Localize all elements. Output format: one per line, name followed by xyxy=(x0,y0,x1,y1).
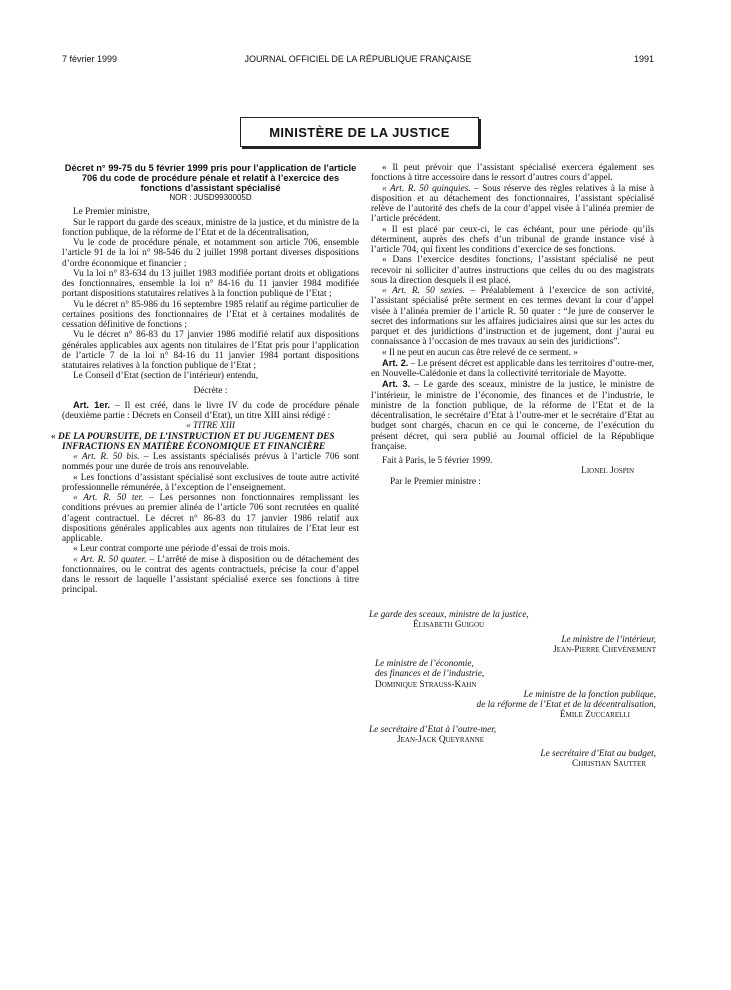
titre-subtitle: « DE LA POURSUITE, DE L’INSTRUCTION ET DU JUGEMENT DES INFRACTIONS EN MATIÈRE ÉCONOMIQUE ET FINANCIÈRE xyxy=(51,431,335,452)
article-text: – Préalablement à l’exercice de son activité, l’assistant spécialisé prête serment en ces termes devant la cour d’appel visée à l’alinéa premier de l’article R. 50 quater : “Je jure de conserver le secret des informations sur les affaires judiciaires ainsi que sur les actes du parquet et des juridictions d’instruction et de jugement, dont j’aurai eu connaissance à l’occasion de mes travaux au sein des juridictions”. xyxy=(371,286,655,348)
signatory-name: Émile Zuccarelli xyxy=(559,710,630,721)
article-text: – Le présent décret est applicable dans les territoires d’outre-mer, en Nouvelle-Calédonie et dans la collectivité territoriale de Mayotte. xyxy=(371,358,654,379)
signing-place-date: Fait à Paris, le 5 février 1999. xyxy=(382,456,493,466)
signatory-role: de la réforme de l’Etat et de la décentralisation, xyxy=(476,700,656,710)
article-text: – Le garde des sceaux, ministre de la justice, le ministre de l’intérieur, le ministre de l’économie, des finances et de l’industrie, le ministre de la fonction publique, de la réforme de l’Etat et de la décentralisation, le secrétaire d’Etat à l’outre-mer et le secrétaire d’Etat au budget sont chargés, chacun en ce qui le concerne, de l’exécution du présent décret, qui sera publié au Journal officiel de la République française. xyxy=(371,380,654,452)
body-paragraph: « Il peut prévoir que l’assistant spécialisé exercera également ses fonctions à titre accessoire dans le ressort d’autres cours d’appel. xyxy=(371,163,654,184)
article-label: « Art. R. 50 ter. xyxy=(73,493,144,503)
article-r50sexies xyxy=(371,286,654,348)
signatory-name: Jean-Jack Queyranne xyxy=(397,734,485,745)
signatory-name: Élisabeth Guigou xyxy=(413,620,485,631)
titre-heading: « TITRE XIII xyxy=(185,421,236,432)
visa-paragraph: Vu le code de procédure pénale, et notamment son article 706, ensemble l’article 91 de la loi n° 98-546 du 2 juillet 1998 portant diverses dispositions d’ordre économique et financier ; xyxy=(62,238,359,269)
signatory-name: Jean-Pierre Chevènement xyxy=(553,644,656,655)
article-text: – Les personnes non fonctionnaires remplissant les conditions prévues au premier alinéa de l’article 706 sont recrutées en qualité d’agent contractuel. Le décret n° 86-83 du 17 janvier 1986 relatif aux dispositions générales applicables aux agents non titulaires de l’Etat leur est applicable. xyxy=(62,493,359,544)
visa-paragraph: Vu le décret n° 86-83 du 17 janvier 1986 modifié relatif aux dispositions générales applicables aux agents non titulaires de l’Etat pris pour l’application de l’article 7 de la loi n° 84-16 du 11 janvier 1984 portant dispositions statutaires relatives à la fonction publique de l’Etat ; xyxy=(62,330,359,371)
signatory-name: Dominique Strauss-Kahn xyxy=(375,679,477,690)
article-3 xyxy=(371,379,654,452)
article-label: « Art. R. 50 sexies. xyxy=(382,286,465,296)
right-column xyxy=(371,163,654,487)
ministry-heading-box xyxy=(240,117,479,147)
article-1 xyxy=(62,400,359,422)
ministry-heading: MINISTÈRE DE LA JUSTICE xyxy=(269,124,450,140)
article-2 xyxy=(371,358,654,380)
article-text: – Sous réserve des règles relatives à la mise à disposition et au détachement des fonctionnaires, l’assistant spécialisé relève de l’autorité des chefs de la cour d’appel visée à l’alinéa premier de l’article précédent. xyxy=(371,183,654,225)
body-paragraph: « Dans l’exercice desdites fonctions, l’assistant spécialisé ne peut recevoir ni solliciter d’autres instructions que celles du ou des magistrats sous la direction desquels il est placé. xyxy=(371,255,654,286)
article-text: – Il est créé, dans le livre IV du code de procédure pénale (deuxième partie : Décrets en Conseil d’Etat), un titre XIII ainsi rédigé : xyxy=(62,400,359,421)
visa-paragraph: Vu la loi n° 83-634 du 13 juillet 1983 modifiée portant droits et obligations des fonctionnaires, ensemble la loi n° 84-16 du 11 janvier 1984 modifiée portant dispositions statutaires relatives à la fonction publique de l’Etat ; xyxy=(62,268,359,300)
article-label: « Art. R. 50 bis. xyxy=(73,452,140,462)
header-date: 7 février 1999 xyxy=(62,54,118,64)
article-label: Art. 3. xyxy=(382,379,411,390)
left-column xyxy=(51,163,359,596)
signatory-role: Le ministre de l’économie, xyxy=(375,659,474,669)
visa-paragraph: Le Conseil d’Etat (section de l’intérieur) entendu, xyxy=(73,371,259,382)
body-paragraph: « Les fonctions d’assistant spécialisé sont exclusives de toute autre activité professionnelle rémunérée, à l’exception de l’enseignement. xyxy=(62,472,359,493)
visa-paragraph: Vu le décret n° 85-986 du 16 septembre 1985 relatif au régime particulier de certaines positions des fonctionnaires de l’Etat et à certaines modalités de cessation définitive de fonctions ; xyxy=(62,299,359,330)
header-journal-title: JOURNAL OFFICIEL DE LA RÉPUBLIQUE FRANÇAISE xyxy=(244,54,472,64)
article-text: – Les assistants spécialisés prévus à l’article 706 sont nommés pour une durée de trois ans renouvelable. xyxy=(62,452,359,473)
signatures xyxy=(369,610,656,770)
article-label: « Art. R. 50 quinquies. xyxy=(382,183,471,194)
signatory-role: des finances et de l’industrie, xyxy=(375,669,485,680)
signatory-name: Christian Sautter xyxy=(572,759,646,770)
preamble-line: Le Premier ministre, xyxy=(73,207,150,218)
article-label: « Art. R. 50 quater. xyxy=(73,554,147,565)
body-paragraph: « Leur contrat comporte une période d’essai de trois mois. xyxy=(73,544,290,555)
signatory-role: Le ministre de l’intérieur, xyxy=(561,634,656,645)
countersign-intro: Par le Premier ministre : xyxy=(390,476,481,487)
decree-nor: NOR : JUSD9930005D xyxy=(169,193,252,202)
article-r50quinquies xyxy=(371,184,654,225)
signatory-role: Le ministre de la fonction publique, xyxy=(523,689,656,700)
body-paragraph: « Il est placé par ceux-ci, le cas échéant, pour une période qu’ils déterminent, auprès des chefs d’un tribunal de grande instance visé à l’article 704, qui fixent les conditions d’exercice de ses fonctions. xyxy=(371,224,654,255)
signatory-role: Le garde des sceaux, ministre de la justice, xyxy=(369,610,529,620)
header-page-number: 1991 xyxy=(633,54,654,64)
preamble-paragraph: Sur le rapport du garde des sceaux, ministre de la justice, et du ministre de la fonction publique, de la réforme de l’Etat et de la décentralisation, xyxy=(62,217,359,238)
article-r50quater xyxy=(62,555,359,596)
article-r50bis xyxy=(62,452,359,473)
signatory-name: Lionel Jospin xyxy=(581,466,634,477)
page-header xyxy=(62,54,654,68)
article-r50ter xyxy=(62,493,359,544)
decrete-line: Décrète : xyxy=(193,385,228,396)
article-label: Art. 1er. xyxy=(73,399,111,410)
signatory-role: Le secrétaire d’Etat au budget, xyxy=(540,749,656,759)
decree-title: Décret n° 99-75 du 5 février 1999 pris pour l’application de l’article 706 du code de procédure pénale et relatif à l’exercice des fonctions d’assistant spécialisé xyxy=(64,163,357,193)
article-label: Art. 2. xyxy=(382,357,409,368)
signatory-role: Le secrétaire d’Etat à l’outre-mer, xyxy=(369,724,497,735)
article-text: – L’arrêté de mise à disposition ou de détachement des fonctionnaires, ou le contrat des agents contractuels, précise la cour d’appel dans le ressort de laquelle l’assistant spécialisé exerce ses fonctions à titre principal. xyxy=(62,554,359,596)
body-paragraph: « Il ne peut en aucun cas être relevé de ce serment. » xyxy=(382,347,578,358)
